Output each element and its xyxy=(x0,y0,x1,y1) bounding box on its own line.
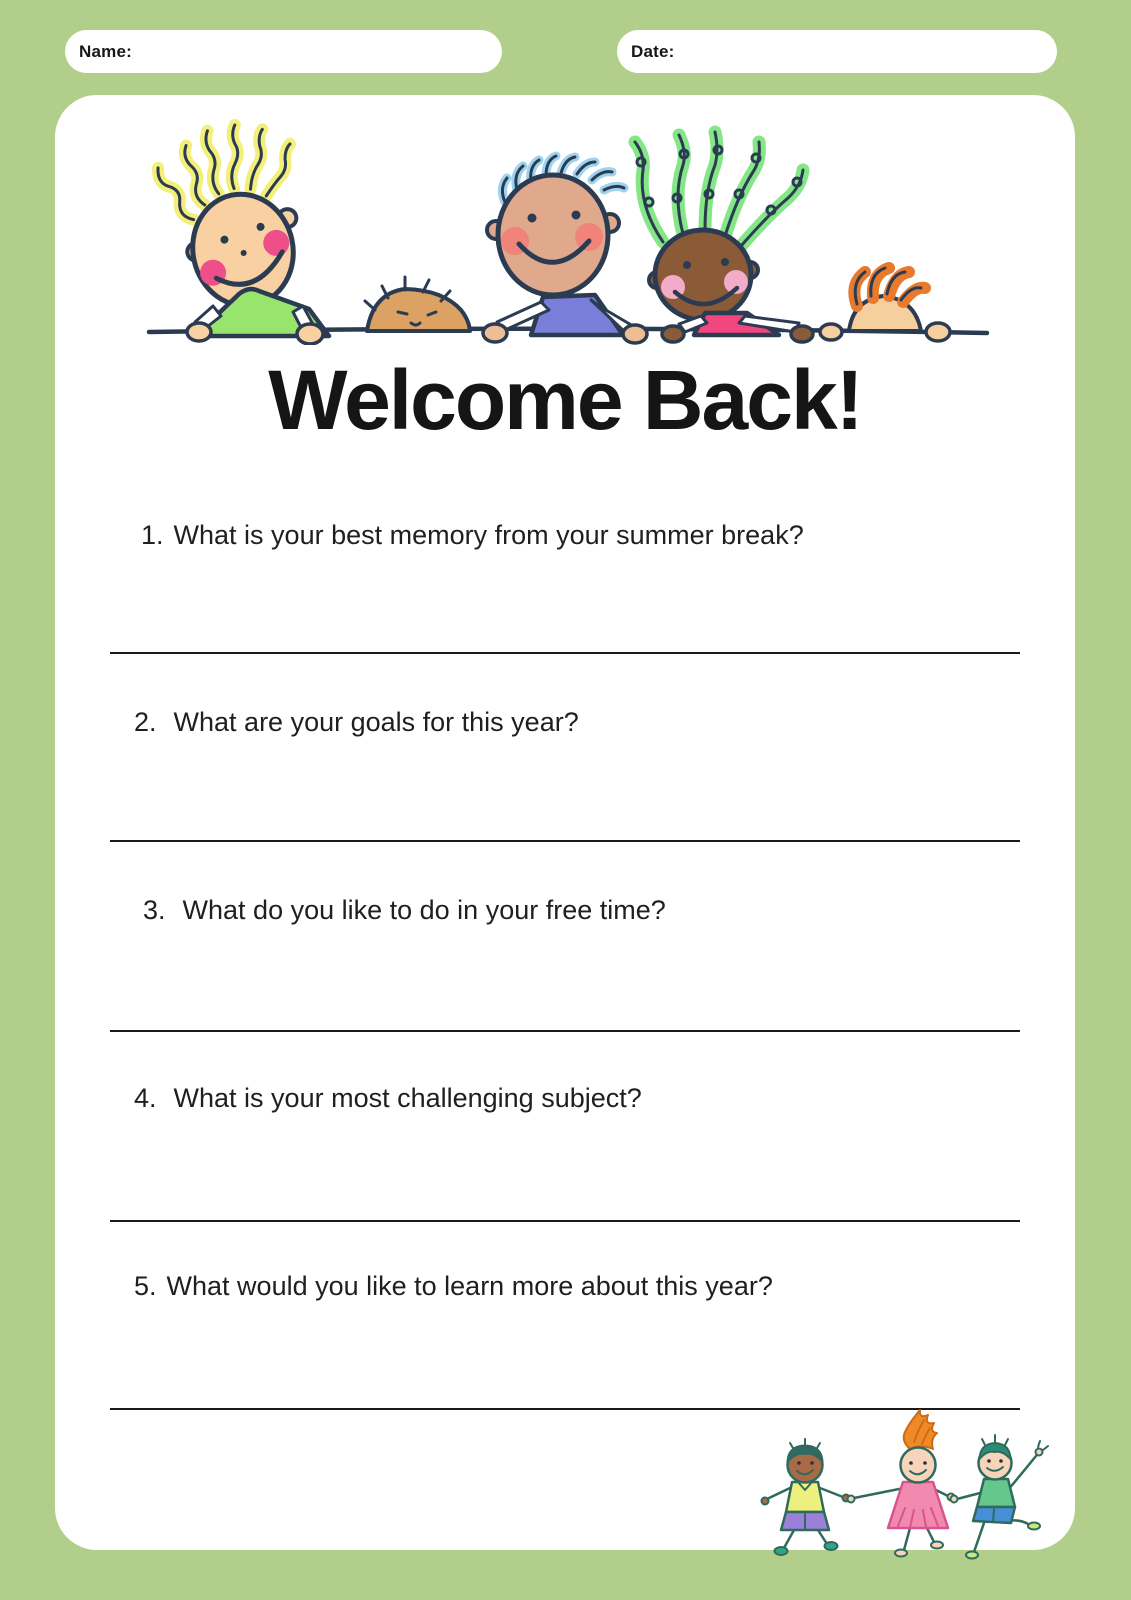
question-2 xyxy=(134,706,579,738)
kid-blonde xyxy=(152,115,329,344)
question-1-text: What is your best memory from your summer break? xyxy=(173,520,804,550)
question-5-text: What would you like to learn more about this year? xyxy=(166,1271,773,1301)
kid-green-hair xyxy=(635,132,813,342)
question-4-text: What is your most challenging subject? xyxy=(173,1083,642,1113)
question-2-number: 2. xyxy=(134,707,157,737)
kid-orange-hair xyxy=(820,268,950,341)
date-field[interactable] xyxy=(617,30,1057,73)
name-field[interactable] xyxy=(65,30,502,73)
kids-holding-hands-illustration xyxy=(740,1402,1080,1574)
date-label: Date: xyxy=(631,41,675,61)
question-3-text: What do you like to do in your free time? xyxy=(182,895,666,925)
question-1-number: 1. xyxy=(141,520,164,550)
question-2-text: What are your goals for this year? xyxy=(173,707,579,737)
question-3 xyxy=(143,894,666,926)
answer-line-4[interactable] xyxy=(110,1220,1020,1222)
question-4 xyxy=(134,1082,642,1114)
kid-blue-hair xyxy=(483,156,647,343)
waving-kid-green xyxy=(951,1435,1049,1559)
answer-line-3[interactable] xyxy=(110,1030,1020,1032)
worksheet-title: Welcome Back! xyxy=(268,353,862,447)
kids-peeking-illustration xyxy=(143,110,993,345)
question-5 xyxy=(134,1270,773,1302)
girl-pink-dress xyxy=(848,1410,955,1557)
question-5-number: 5. xyxy=(134,1271,157,1301)
answer-line-1[interactable] xyxy=(110,652,1020,654)
running-kid-yellow xyxy=(762,1439,850,1555)
name-label: Name: xyxy=(79,41,132,61)
kid-peeking-small xyxy=(365,277,470,331)
question-1 xyxy=(141,519,804,551)
answer-line-2[interactable] xyxy=(110,840,1020,842)
question-3-number: 3. xyxy=(143,895,166,925)
question-4-number: 4. xyxy=(134,1083,157,1113)
